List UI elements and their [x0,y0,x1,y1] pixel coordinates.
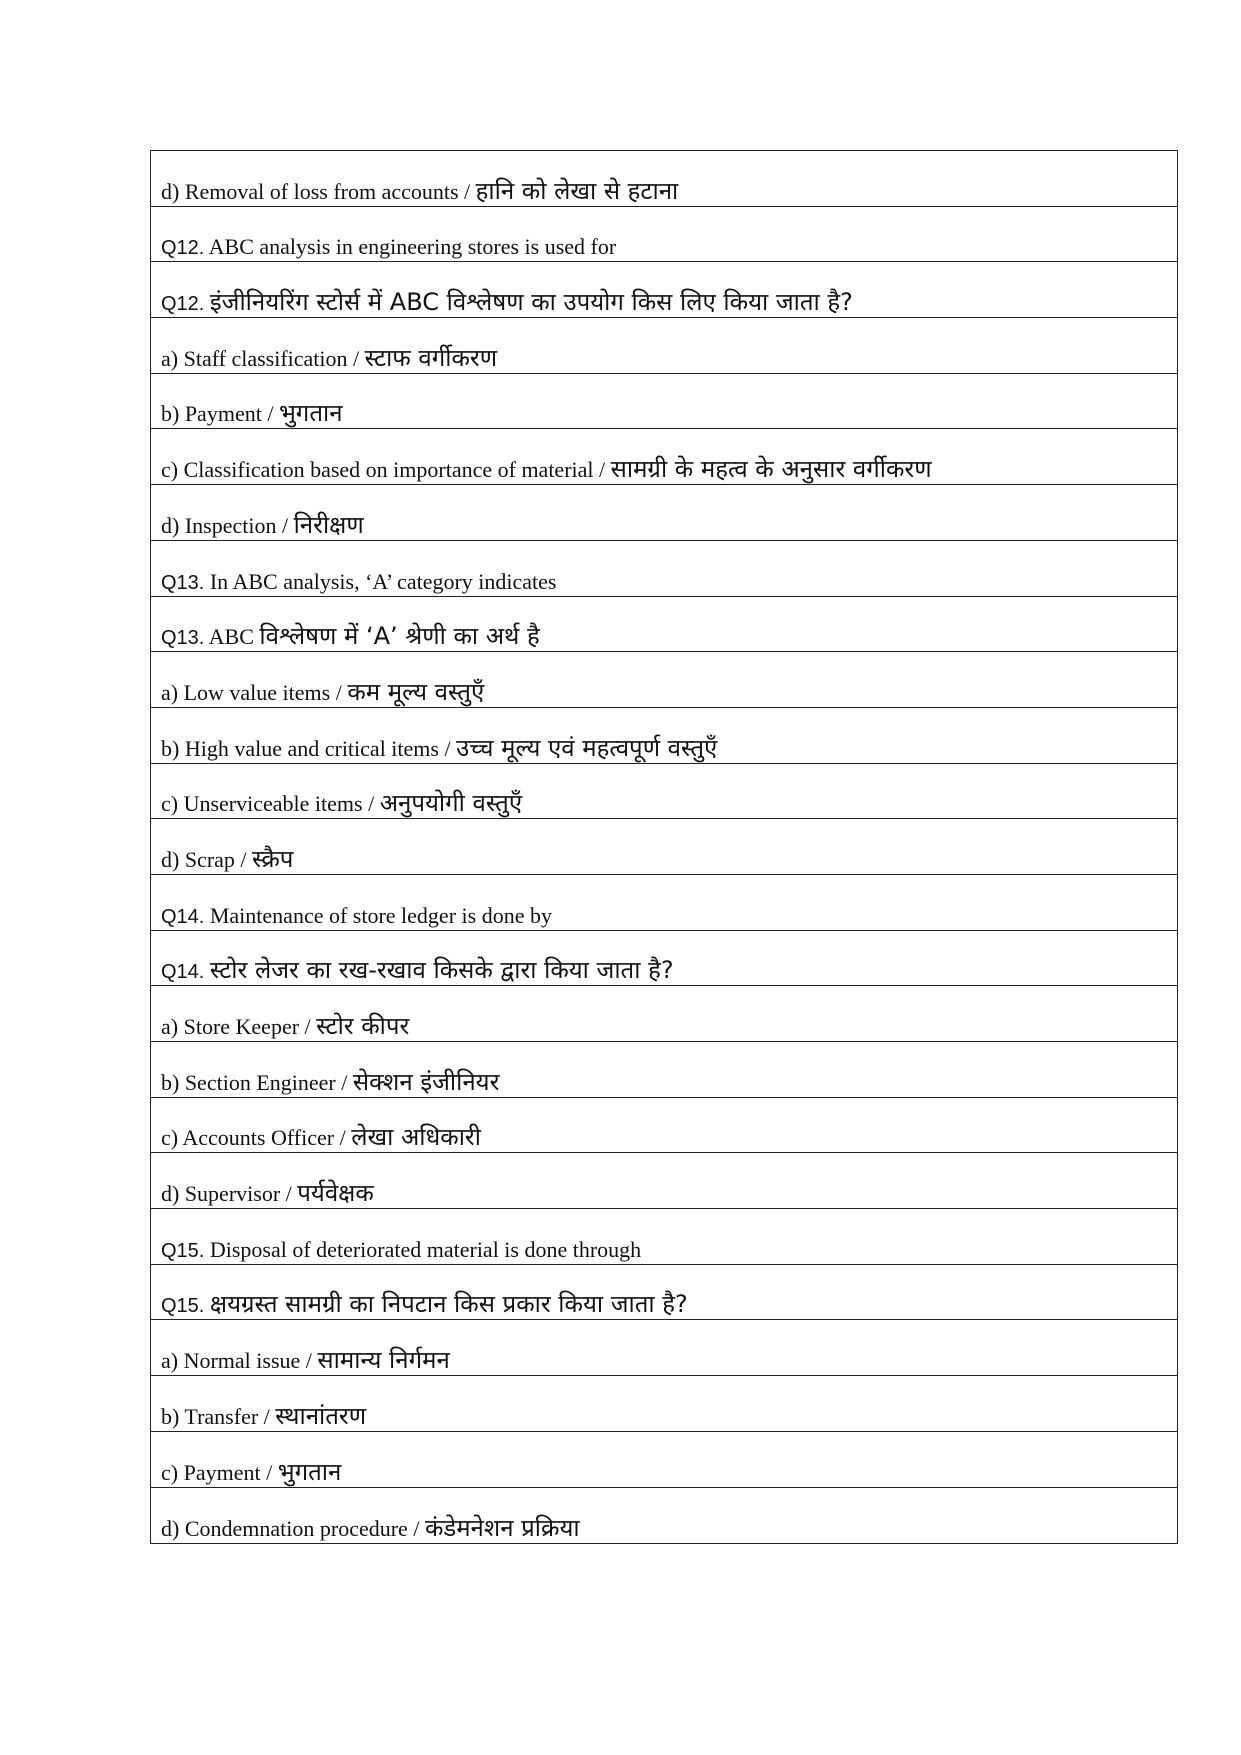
question-number: Q14. [161,961,205,984]
english-text: b) High value and critical items / [161,735,457,761]
row-text [161,733,718,762]
row-text [161,1346,450,1375]
hindi-text: क्षयग्रस्त सामग्री का निपटान किस प्रकार किया जाता है? [209,1290,688,1319]
table-row [151,1376,1177,1432]
hindi-text: सामग्री के महत्व के अनुसार वर्गीकरण [610,455,932,484]
table-row [151,764,1177,820]
table-row [151,1153,1177,1209]
hindi-text: स्टोर लेजर का रख-रखाव किसके द्वारा किया जाता है? [209,956,674,985]
row-text [161,288,853,317]
row-text [161,1514,580,1543]
english-text: a) Normal issue / [161,1348,318,1374]
hindi-text: निरीक्षण [293,510,364,539]
hindi-text: स्टोर कीपर [316,1012,410,1040]
english-text: c) Accounts Officer / [161,1125,352,1151]
table-row [151,207,1177,263]
hindi-text: इंजीनियरिंग स्टोर्स में ABC विश्लेषण का उपयोग किस लिए किया जाता है? [209,288,853,317]
hindi-text: विश्लेषण में ‘A’ श्रेणी का अर्थ है [259,622,540,651]
table-row [151,931,1177,987]
table-row [151,652,1177,708]
row-text [161,343,498,372]
english-text: Maintenance of store ledger is done by [204,902,552,928]
english-text: a) Low value items / [161,679,348,705]
question-number: Q12. [161,293,205,316]
row-text [161,956,674,985]
row-text [161,622,540,651]
english-text: d) Supervisor / [161,1181,298,1207]
table-row [151,429,1177,485]
english-text: Disposal of deteriorated material is done through [204,1236,642,1262]
english-text: d) Condemnation procedure / [161,1516,425,1542]
row-text [161,1401,367,1430]
hindi-text: स्टाफ वर्गीकरण [364,343,498,372]
row-text [161,234,616,258]
table-row [151,1488,1177,1544]
hindi-text: भुगतान [277,1457,342,1486]
row-text [161,1179,374,1208]
english-text: c) Classification based on importance of material / [161,457,611,483]
row-text [161,903,552,927]
english-text: d) Removal of loss from accounts / [161,178,476,204]
question-number: Q13. [161,571,205,594]
row-text [161,1290,688,1319]
table-row [151,1042,1177,1098]
english-text: a) Staff classification / [161,345,365,371]
hindi-text: कम मूल्य वस्तुएँ [347,677,485,706]
hindi-text: स्क्रैप [252,844,294,873]
question-number: Q15. [161,1295,205,1318]
row-text [161,176,679,205]
hindi-text: अनुपयोगी वस्तुएँ [379,789,523,818]
row-text [161,455,932,484]
row-text [161,1067,500,1096]
table-row [151,374,1177,430]
row-text [161,510,364,539]
row-text [161,1457,342,1486]
english-text: c) Payment / [161,1459,278,1485]
hindi-text: हानि को लेखा से हटाना [475,176,679,205]
hindi-text: स्थानांतरण [275,1401,367,1430]
table-row [151,1320,1177,1376]
english-text: ABC analysis in engineering stores is used for [204,234,617,260]
table-row [151,541,1177,597]
table-row [151,875,1177,931]
english-text: b) Section Engineer / [161,1069,353,1095]
english-text: a) Store Keeper / [161,1014,317,1039]
hindi-text: कंडेमनेशन प्रक्रिया [424,1514,580,1543]
english-text: b) Transfer / [161,1403,276,1429]
table-row [151,819,1177,875]
english-text: d) Inspection / [161,512,294,538]
table-row [151,1432,1177,1488]
table-row [151,1098,1177,1154]
english-text: In ABC analysis, ‘A’ category indicates [204,568,557,594]
row-text [161,844,294,873]
question-number: Q14. [161,905,205,928]
question-number: Q13. [161,627,205,650]
table-row [151,708,1177,764]
english-text: c) Unserviceable items / [161,791,380,817]
table-row [151,318,1177,374]
table-row [151,151,1177,207]
row-text [161,677,485,706]
table-row [151,986,1177,1042]
row-text [161,789,523,818]
english-text: ABC [204,624,260,650]
english-text: b) Payment / [161,401,279,427]
table-row [151,597,1177,653]
row-text [161,1123,481,1152]
hindi-text: सामान्य निर्गमन [317,1346,450,1375]
hindi-text: भुगतान [278,399,343,428]
question-number: Q15. [161,1239,205,1262]
row-text [161,1237,641,1261]
table-row [151,1265,1177,1321]
row-text [161,1014,409,1038]
hindi-text: लेखा अधिकारी [351,1123,481,1152]
question-number: Q12. [161,237,205,260]
hindi-text: सेक्शन इंजीनियर [352,1067,500,1096]
table-row [151,485,1177,541]
table-row [151,1209,1177,1265]
row-text [161,569,556,593]
english-text: d) Scrap / [161,846,253,872]
hindi-text: पर्यवेक्षक [297,1179,374,1208]
row-text [161,399,343,428]
question-table [150,150,1178,1544]
table-row [151,262,1177,318]
hindi-text: उच्च मूल्य एवं महत्वपूर्ण वस्तुएँ [456,733,718,762]
